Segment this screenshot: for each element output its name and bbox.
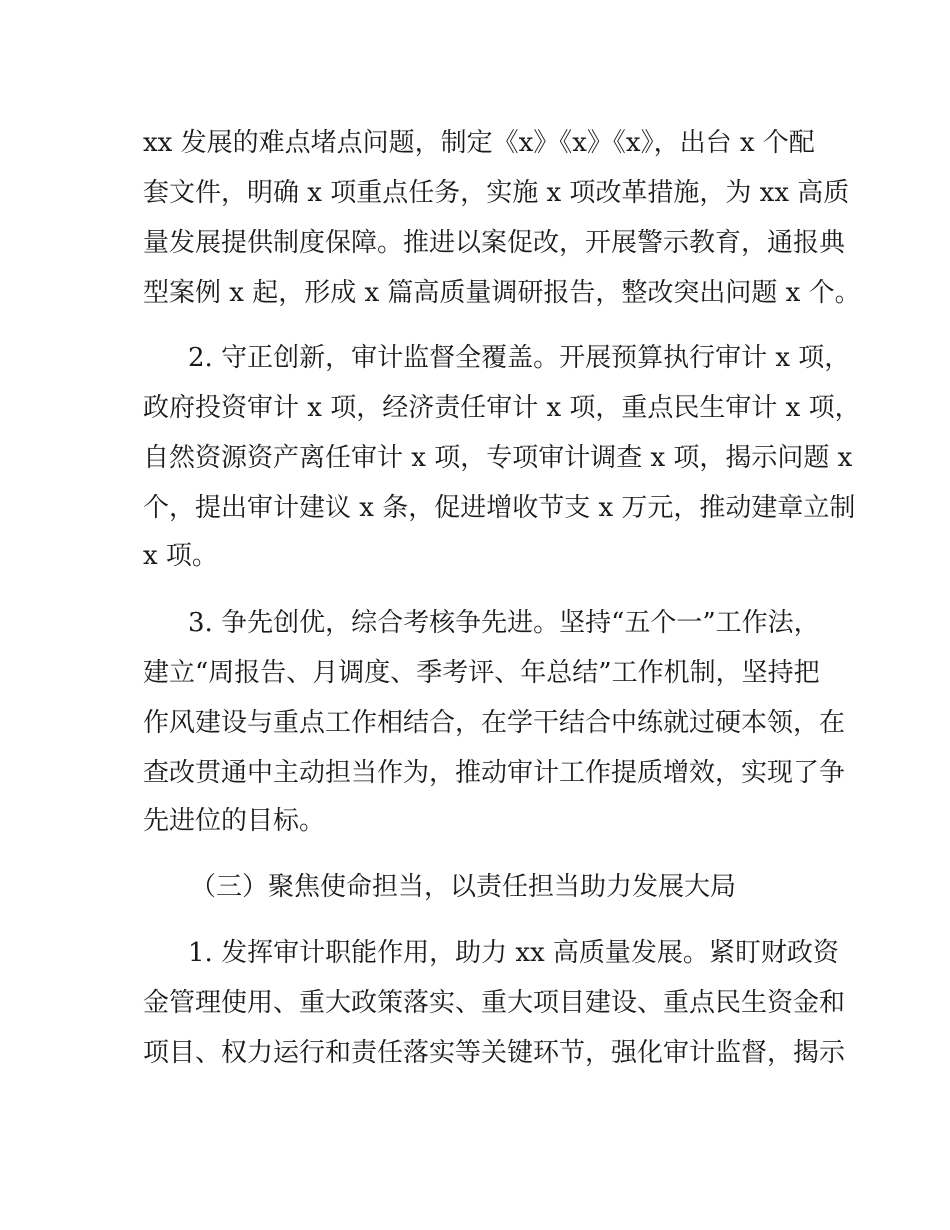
- paragraph-line: xx 发展的难点堵点问题，制定《x》《x》《x》，出台 x 个配: [143, 128, 815, 158]
- paragraph-line: 政府投资审计 x 项，经济责任审计 x 项，重点民生审计 x 项，: [143, 393, 861, 423]
- paragraph-line: 1. 发挥审计职能作用，助力 xx 高质量发展。紧盯财政资: [188, 938, 839, 968]
- paragraph-line: 项目、权力运行和责任落实等关键环节，强化审计监督，揭示: [143, 1038, 846, 1068]
- paragraph-line: 金管理使用、重大政策落实、重大项目建设、重点民生资金和: [143, 988, 846, 1018]
- paragraph-line: 3. 争先创优，综合考核争先进。坚持“五个一”工作法，: [188, 608, 820, 638]
- paragraph-line: 建立“周报告、月调度、季考评、年总结”工作机制，坚持把: [143, 658, 820, 688]
- paragraph-line: 型案例 x 起，形成 x 篇高质量调研报告，整改突出问题 x 个。: [143, 278, 861, 308]
- paragraph-line: 作风建设与重点工作相结合，在学干结合中练就过硬本领，在: [143, 708, 846, 738]
- paragraph-line: 自然资源资产离任审计 x 项，专项审计调查 x 项，揭示问题 x: [143, 443, 853, 473]
- paragraph-line: 套文件，明确 x 项重点任务，实施 x 项改革措施，为 xx 高质: [143, 178, 850, 208]
- paragraph-line: x 项。: [143, 541, 218, 571]
- paragraph-line: 量发展提供制度保障。推进以案促改，开展警示教育，通报典: [143, 228, 846, 258]
- paragraph-line: 2. 守正创新，审计监督全覆盖。开展预算执行审计 x 项，: [188, 343, 851, 373]
- section-heading: （三）聚焦使命担当，以责任担当助力发展大局: [190, 872, 737, 902]
- paragraph-line: 先进位的目标。: [143, 806, 326, 836]
- paragraph-line: 查改贯通中主动担当作为，推动审计工作提质增效，实现了争: [143, 758, 846, 788]
- paragraph-line: 个，提出审计建议 x 条，促进增收节支 x 万元，推动建章立制: [143, 493, 856, 523]
